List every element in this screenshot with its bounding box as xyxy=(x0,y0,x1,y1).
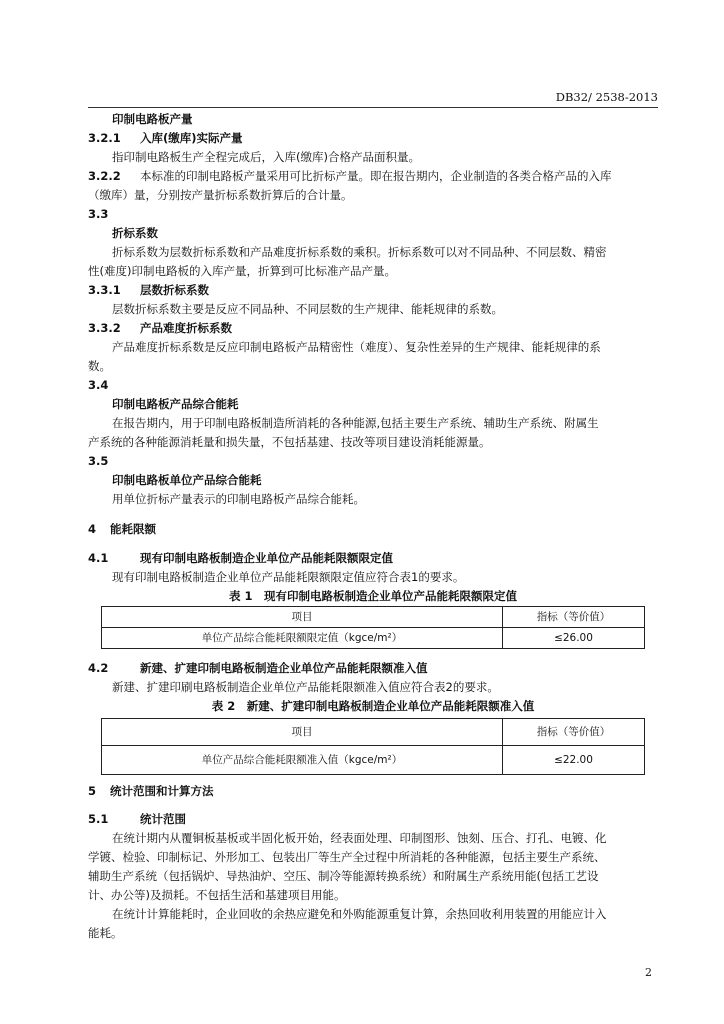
table-2-caption: 表 2 新建、扩建印制电路板制造企业单位产品能耗限额准入值 xyxy=(211,699,535,713)
paragraph: 现有印制电路板制造企业单位产品能耗限额限定值应符合表1的要求。 xyxy=(112,570,465,584)
paragraph: 新建、扩建印刷电路板制造企业单位产品能耗限额准入值应符合表2的要求。 xyxy=(112,680,499,694)
table-header-cell: 项目 xyxy=(102,719,503,746)
clause-title: 现有印制电路板制造企业单位产品能耗限额限定值 xyxy=(140,551,393,565)
term-title: 入库(缴库)实际产量 xyxy=(140,131,243,145)
term-number-3-4: 3.4 xyxy=(88,378,109,392)
paragraph: 能耗。 xyxy=(88,926,123,940)
table-row xyxy=(102,607,645,628)
term-number-3-5: 3.5 xyxy=(88,454,109,468)
header-rule xyxy=(88,107,658,108)
term-title-3-5: 印制电路板单位产品综合能耗 xyxy=(112,473,262,487)
paragraph: 在报告期内，用于印制电路板制造所消耗的各种能源,包括主要生产系统、辅助生产系统、附属生 xyxy=(112,416,599,430)
table-row xyxy=(102,628,645,649)
term-title-3-2: 印制电路板产量 xyxy=(112,112,193,126)
paragraph: 产系统的各种能源消耗量和损失量，不包括基建、技改等项目建设消耗能源量。 xyxy=(88,435,491,449)
table-header-cell: 指标（等价值） xyxy=(503,719,645,746)
paragraph: （缴库）量，分别按产量折标系数折算后的合计量。 xyxy=(88,188,353,202)
paragraph: 在统计期内从覆铜板基板或半固化板开始，经表面处理、印制图形、蚀刻、压合、打孔、电镀、化 xyxy=(112,831,607,845)
term-title: 产品难度折标系数 xyxy=(140,321,232,335)
paragraph: 折标系数为层数折标系数和产品难度折标系数的乘积。折标系数可以对不同品种、不同层数、精密 xyxy=(112,245,607,259)
paragraph: 计、办公等)及损耗。不包括生活和基建项目用能。 xyxy=(88,888,346,902)
table-header-cell: 指标（等价值） xyxy=(503,607,645,628)
term-3-3-2 xyxy=(88,319,658,338)
paragraph: 辅助生产系统（包括锅炉、导热油炉、空压、制冷等能源转换系统）和附属生产系统用能(包括工艺设 xyxy=(88,869,599,883)
table-cell: ≤26.00 xyxy=(503,628,645,649)
section-number: 5 xyxy=(88,784,97,798)
term-number: 3.2.1 xyxy=(88,131,121,145)
term-3-2-2 xyxy=(88,167,658,186)
section-5-heading xyxy=(88,782,658,801)
term-number: 3.2.2 xyxy=(88,169,121,183)
term-title-3-3: 折标系数 xyxy=(112,226,158,240)
paragraph: 性(难度)印制电路板的入库产量，折算到可比标准产品产量。 xyxy=(88,264,396,278)
table-cell: 单位产品综合能耗限额限定值（kgce/m²） xyxy=(102,628,503,649)
section-title: 统计范围和计算方法 xyxy=(110,784,214,798)
section-4-2 xyxy=(88,659,658,775)
paragraph: 在统计计算能耗时，企业回收的余热应避免和外购能源重复计算，余热回收利用装置的用能应计入 xyxy=(112,907,607,921)
term-number: 3.3.2 xyxy=(88,321,121,335)
term-title-3-4: 印制电路板产品综合能耗 xyxy=(112,397,239,411)
clause-title: 新建、扩建印制电路板制造企业单位产品能耗限额准入值 xyxy=(140,661,428,675)
page-number: 2 xyxy=(645,966,652,979)
table-row xyxy=(102,746,645,775)
paragraph: 产品难度折标系数是反应印制电路板产品精密性（难度）、复杂性差异的生产规律、能耗规律的系 xyxy=(112,340,601,354)
table-header-cell: 项目 xyxy=(102,607,503,628)
section-4-1 xyxy=(88,549,658,649)
paragraph: 层数折标系数主要是反应不同品种、不同层数的生产规律、能耗规律的系数。 xyxy=(112,302,503,316)
clause-number: 4.1 xyxy=(88,551,109,565)
section-number: 4 xyxy=(88,522,97,536)
term-3-2-1 xyxy=(88,129,658,148)
clause-title: 统计范围 xyxy=(140,812,186,826)
term-number: 3.3.1 xyxy=(88,283,121,297)
table-1-caption: 表 1 现有印制电路板制造企业单位产品能耗限额限定值 xyxy=(228,589,517,603)
paragraph: 本标准的印制电路板产量采用可比折标产量。即在报告期内，企业制造的各类合格产品的入库 xyxy=(140,169,612,183)
paragraph: 学镀、检验、印制标记、外形加工、包装出厂等生产全过程中所消耗的各种能源，包括主要生产系统、 xyxy=(88,850,606,864)
header-doc-code: DB32/ 2538-2013 xyxy=(555,90,658,104)
clause-number: 5.1 xyxy=(88,812,109,826)
table-cell: ≤22.00 xyxy=(503,746,645,775)
paragraph: 指印制电路板生产全程完成后，入库(缴库)合格产品面积量。 xyxy=(112,150,420,164)
section-5-1 xyxy=(88,810,658,943)
paragraph: 用单位折标产量表示的印制电路板产品综合能耗。 xyxy=(112,492,365,506)
term-3-3-1 xyxy=(88,281,658,300)
section-4-heading xyxy=(88,520,658,539)
table-2 xyxy=(101,718,645,775)
clause-number: 4.2 xyxy=(88,661,109,675)
paragraph: 数。 xyxy=(88,359,111,373)
table-1 xyxy=(101,606,645,649)
table-row xyxy=(102,719,645,746)
term-number-3-3: 3.3 xyxy=(88,207,109,221)
section-title: 能耗限额 xyxy=(110,522,156,536)
table-cell: 单位产品综合能耗限额准入值（kgce/m²） xyxy=(102,746,503,775)
section-3-2-to-3-5 xyxy=(88,110,658,509)
term-title: 层数折标系数 xyxy=(140,283,209,297)
